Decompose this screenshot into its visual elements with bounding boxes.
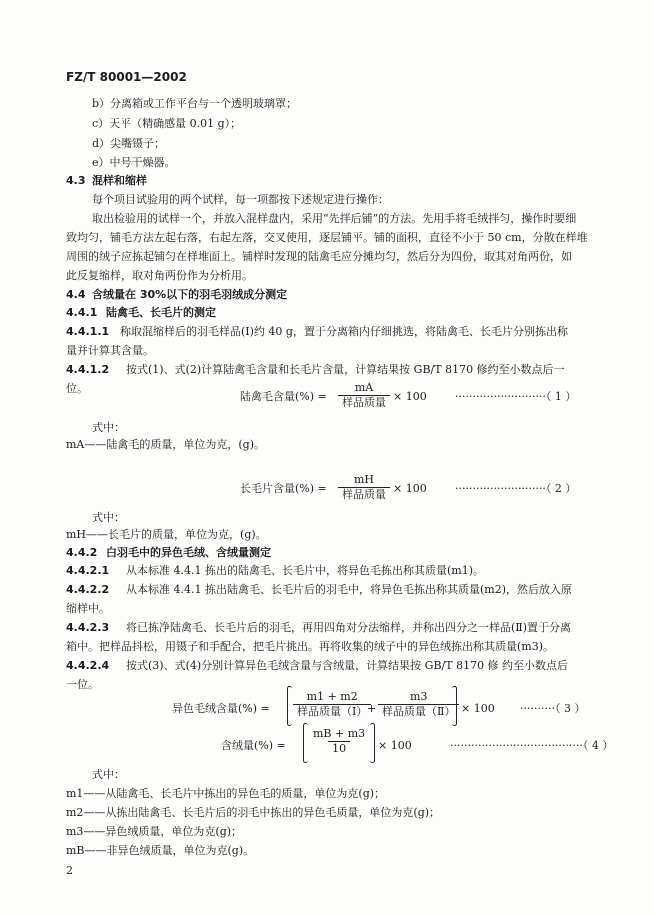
section-number-4-3: 4.3 <box>66 174 86 187</box>
paragraph-line: 一位。 <box>66 678 99 691</box>
paragraph-line: 此反复缩样，取对角两份作为分析用。 <box>66 269 253 282</box>
list-item-d: d）尖嘴镊子； <box>92 137 166 150</box>
formula-3-denominator-1: 样品质量（Ⅰ） <box>293 704 371 719</box>
formula-3-rhs: × 100 <box>461 702 495 715</box>
clause-number: 4.4.2.2 <box>66 583 110 596</box>
formula-1-numerator: mA <box>354 381 374 394</box>
section-title-4-3: 混样和缩样 <box>92 174 147 187</box>
variable-definition: mA——陆禽毛的质量，单位为克，(g)。 <box>66 438 265 451</box>
formula-1-fraction <box>338 381 390 410</box>
section-title-4-4-2: 白羽毛中的异色毛绒、含绒量测定 <box>106 546 271 559</box>
section-title-4-4-1: 陆禽毛、长毛片的测定 <box>106 306 216 319</box>
formula-2-lhs: 长毛片含量(%) = <box>240 482 327 495</box>
list-item-c: c）天平（精确感量 0.01 g）； <box>92 117 242 130</box>
paragraph-line: 取出检验用的试样一个，并放入混样盘内，采用“先拌后铺”的方法。先用手将毛绒拌匀，操作时要细 <box>92 212 577 225</box>
clause-number: 4.4.2.1 <box>66 564 110 577</box>
paragraph-line: 按式(3)、式(4)分别计算异色毛绒含量与含绒量，计算结果按 GB/T 8170 修 约至小数点后 <box>126 659 569 672</box>
paragraph-line: 周围的绒子应拣起铺匀在样堆面上。铺样时发现的陆禽毛应分摊均匀，然后分为四份，取其对角两份，如 <box>66 250 572 263</box>
variable-definition: m1——从陆禽毛、长毛片中拣出的异色毛的质量，单位为克(g)； <box>66 787 386 800</box>
formula-4-numerator: mB + m3 <box>313 727 366 740</box>
formula-3-numerator-2: m3 <box>410 690 428 703</box>
paragraph-line: 箱中。把样品抖松，用镊子和手配合，把毛片挑出。再将收集的绒子中的异色绒拣出称其质量(m3)。 <box>66 640 555 653</box>
clause-number: 4.4.2.3 <box>66 621 110 634</box>
formula-3-label: ··········（ 3 ） <box>520 702 586 715</box>
clause-number: 4.4.1.1 <box>66 325 110 338</box>
formula-4-left-bracket <box>303 723 308 763</box>
paragraph-line: 按式(1)、式(2)计算陆禽毛含量和长毛片含量，计算结果按 GB/T 8170 修约至小数点后一 <box>126 363 565 376</box>
formula-2-denominator: 样品质量 <box>338 487 390 502</box>
formula-4-rhs: × 100 <box>378 739 412 752</box>
formula-4-label: ······································（ 4 ） <box>450 739 614 752</box>
list-item-e: e）中号干燥器。 <box>92 156 176 169</box>
variable-definition: m2——从拣出陆禽毛、长毛片后的羽毛中拣出的异色毛质量，单位为克(g)； <box>66 806 441 819</box>
paragraph-line: 位。 <box>66 382 88 395</box>
formula-2-numerator: mH <box>353 473 375 486</box>
paragraph-line: 每个项目试验用的两个试样，每一项都按下述规定进行操作： <box>92 193 389 206</box>
formula-4-fraction <box>309 727 369 756</box>
formula-1-label: ··························（ 1 ） <box>455 390 577 403</box>
clause-number: 4.4.2.4 <box>66 659 110 672</box>
paragraph-line: 致均匀，铺毛方法左起右落，右起左落，交叉使用，逐层铺平。铺的面积，直径不小于 50 cm，分散在样堆 <box>66 231 588 244</box>
formula-3-left-bracket <box>287 686 292 726</box>
section-number-4-4-2: 4.4.2 <box>66 546 98 559</box>
formula-4-lhs: 含绒量(%) = <box>221 739 286 752</box>
variable-definition: mH——长毛片的质量，单位为克，(g)。 <box>66 528 267 541</box>
standard-code: FZ/T 80001—2002 <box>66 70 187 84</box>
paragraph-line: 从本标准 4.4.1 拣出的陆禽毛、长毛片中，将异色毛拣出称其质量(m1)。 <box>126 564 484 577</box>
page-number: 2 <box>66 864 73 877</box>
formula-4-right-bracket <box>370 723 375 763</box>
where-label: 式中： <box>92 511 125 524</box>
formula-3-right-bracket <box>452 686 457 726</box>
paragraph-line: 缩样中。 <box>66 602 110 615</box>
section-title-4-4: 含绒量在 30%以下的羽毛羽绒成分测定 <box>92 288 288 301</box>
formula-1-denominator: 样品质量 <box>338 395 390 410</box>
variable-definition: mB——非异色绒质量，单位为克(g)。 <box>66 844 255 857</box>
formula-2-label: ··························（ 2 ） <box>455 482 577 495</box>
paragraph-line: 将已拣净陆禽毛、长毛片后的羽毛，再用四角对分法缩样，并称出四分之一样品(Ⅱ)置于分离 <box>126 621 572 634</box>
clause-number: 4.4.1.2 <box>66 363 110 376</box>
formula-3-fraction-2 <box>378 690 459 719</box>
formula-2-fraction <box>338 473 390 502</box>
list-item-b: b）分离箱或工作平台与一个透明玻璃罩； <box>92 97 298 110</box>
formula-3-numerator-1: m1 + m2 <box>306 690 358 703</box>
formula-3-fraction-1 <box>293 690 371 719</box>
formula-3-plus: + <box>367 702 377 715</box>
formula-1-lhs: 陆禽毛含量(%) = <box>240 390 327 403</box>
formula-4-denominator: 10 <box>328 741 350 756</box>
variable-definition: m3——异色绒质量，单位为克(g)； <box>66 825 243 838</box>
formula-1-rhs: × 100 <box>393 390 427 403</box>
formula-3-lhs: 异色毛绒含量(%) = <box>172 702 270 715</box>
where-label: 式中： <box>92 421 125 434</box>
paragraph-line: 从本标准 4.4.1 拣出陆禽毛、长毛片后的羽毛中，将异色毛拣出称其质量(m2)，然后放入原 <box>126 583 572 596</box>
paragraph-line: 称取混缩样后的羽毛样品(Ⅰ)约 40 g，置于分离箱内仔细挑选，将陆禽毛、长毛片分别拣出称 <box>120 325 568 338</box>
where-label: 式中： <box>92 768 125 781</box>
formula-3-denominator-2: 样品质量（Ⅱ） <box>378 704 459 719</box>
section-number-4-4: 4.4 <box>66 288 86 301</box>
paragraph-line: 量并计算其含量。 <box>66 344 154 357</box>
formula-2-rhs: × 100 <box>393 482 427 495</box>
section-number-4-4-1: 4.4.1 <box>66 306 98 319</box>
